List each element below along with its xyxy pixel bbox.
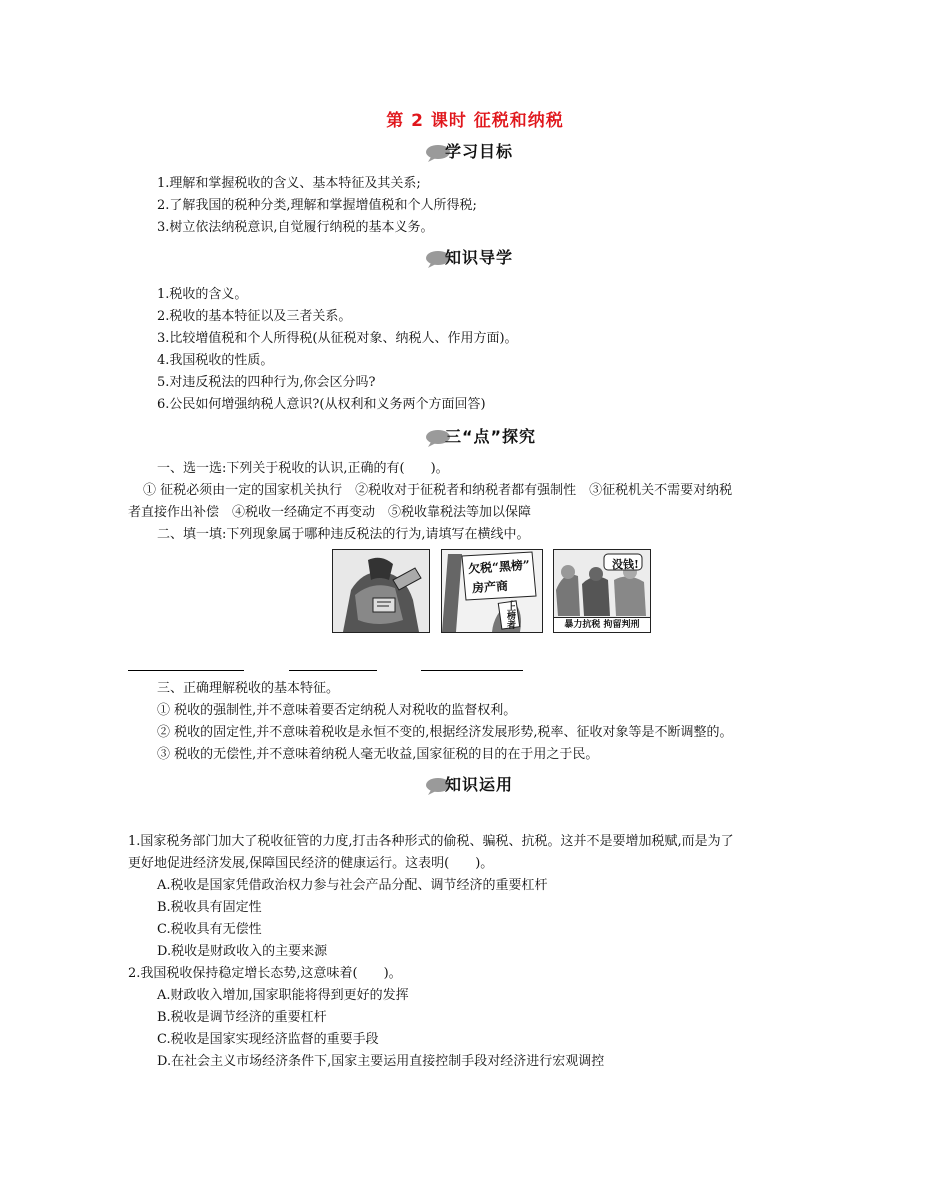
guide-item: 5.对违反税法的四种行为,你会区分吗? xyxy=(157,375,376,390)
money-bag-illustration xyxy=(333,550,429,632)
illustration-tax-evasion xyxy=(332,549,430,633)
explore-item: ② 税收的固定性,并不意味着税收是永恒不变的,根据经济发展形势,税率、征收对象等是不断调整的。 xyxy=(157,725,733,740)
apply-option: B.税收是调节经济的重要杠杆 xyxy=(157,1010,327,1025)
apply-option: C.税收是国家实现经济监督的重要手段 xyxy=(157,1032,379,1047)
answer-blank-3[interactable] xyxy=(421,670,523,671)
section-heading-text: 学习目标 xyxy=(445,142,514,161)
guide-item: 1.税收的含义。 xyxy=(157,287,248,302)
explore-question-3: 三、正确理解税收的基本特征。 xyxy=(157,681,340,696)
apply-option: A.税收是国家凭借政治权力参与社会产品分配、调节经济的重要杠杆 xyxy=(157,878,548,893)
illustration-tax-arrears xyxy=(441,549,543,633)
explore-item: ③ 税收的无偿性,并不意味着纳税人毫无收益,国家征税的目的在于用之于民。 xyxy=(157,747,599,762)
apply-question-1: 1.国家税务部门加大了税收征管的力度,打击各种形式的偷税、骗税、抗税。这并不是要增加税赋,而是为了 xyxy=(128,834,734,849)
goal-item: 1.理解和掌握税收的含义、基本特征及其关系; xyxy=(157,176,421,191)
apply-option: D.税收是财政收入的主要来源 xyxy=(157,944,328,959)
goal-item: 2.了解我国的税种分类,理解和掌握增值税和个人所得税; xyxy=(157,198,477,213)
explore-question-2: 二、填一填:下列现象属于哪种违反税法的行为,请填写在横线中。 xyxy=(157,527,530,542)
goal-item: 3.树立依法纳税意识,自觉履行纳税的基本义务。 xyxy=(157,220,434,235)
answer-blank-1[interactable] xyxy=(128,670,244,671)
apply-option: D.在社会主义市场经济条件下,国家主要运用直接控制手段对经济进行宏观调控 xyxy=(157,1054,605,1069)
apply-option: A.财政收入增加,国家职能将得到更好的发挥 xyxy=(157,988,409,1003)
apply-question-2: 2.我国税收保持稳定增长态势,这意味着( )。 xyxy=(128,966,402,981)
explore-question-1: 一、选一选:下列关于税收的认识,正确的有( )。 xyxy=(157,461,449,476)
guide-item: 6.公民如何增强纳税人意识?(从权利和义务两个方面回答) xyxy=(157,397,486,412)
illustration-caption: 暴力抗税 拘留判刑 xyxy=(554,617,650,633)
explore-question-1-options: 者直接作出补偿 ④税收一经确定不再变动 ⑤税收靠税法等加以保障 xyxy=(128,505,532,520)
illustration-tax-resistance xyxy=(553,549,651,633)
board-sign-tag: 上榜者 xyxy=(505,602,515,629)
apply-option: C.税收具有无偿性 xyxy=(157,922,262,937)
apply-question-1: 更好地促进经济发展,保障国民经济的健康运行。这表明( )。 xyxy=(128,856,494,871)
guide-item: 2.税收的基本特征以及三者关系。 xyxy=(157,309,352,324)
explore-item: ① 税收的强制性,并不意味着要否定纳税人对税收的监督权利。 xyxy=(157,703,517,718)
speech-bubble-text: 没钱! xyxy=(612,558,639,571)
board-sign-subtitle: 房产商 xyxy=(471,578,509,596)
guide-item: 3.比较增值税和个人所得税(从征税对象、纳税人、作用方面)。 xyxy=(157,331,518,346)
section-heading-text: 知识导学 xyxy=(445,248,514,267)
section-heading-text: 知识运用 xyxy=(445,775,514,794)
board-sign-title: 欠税“黑榜” xyxy=(467,557,531,577)
explore-question-1-options: ① 征税必须由一定的国家机关执行 ②税收对于征税者和纳税者都有强制性 ③征税机关不需要对纳税 xyxy=(143,483,733,498)
apply-option: B.税收具有固定性 xyxy=(157,900,262,915)
page-title: 第 2 课时 征税和纳税 xyxy=(386,111,564,131)
section-heading-text: 三“点”探究 xyxy=(445,427,537,446)
guide-item: 4.我国税收的性质。 xyxy=(157,353,274,368)
answer-blank-2[interactable] xyxy=(289,670,377,671)
